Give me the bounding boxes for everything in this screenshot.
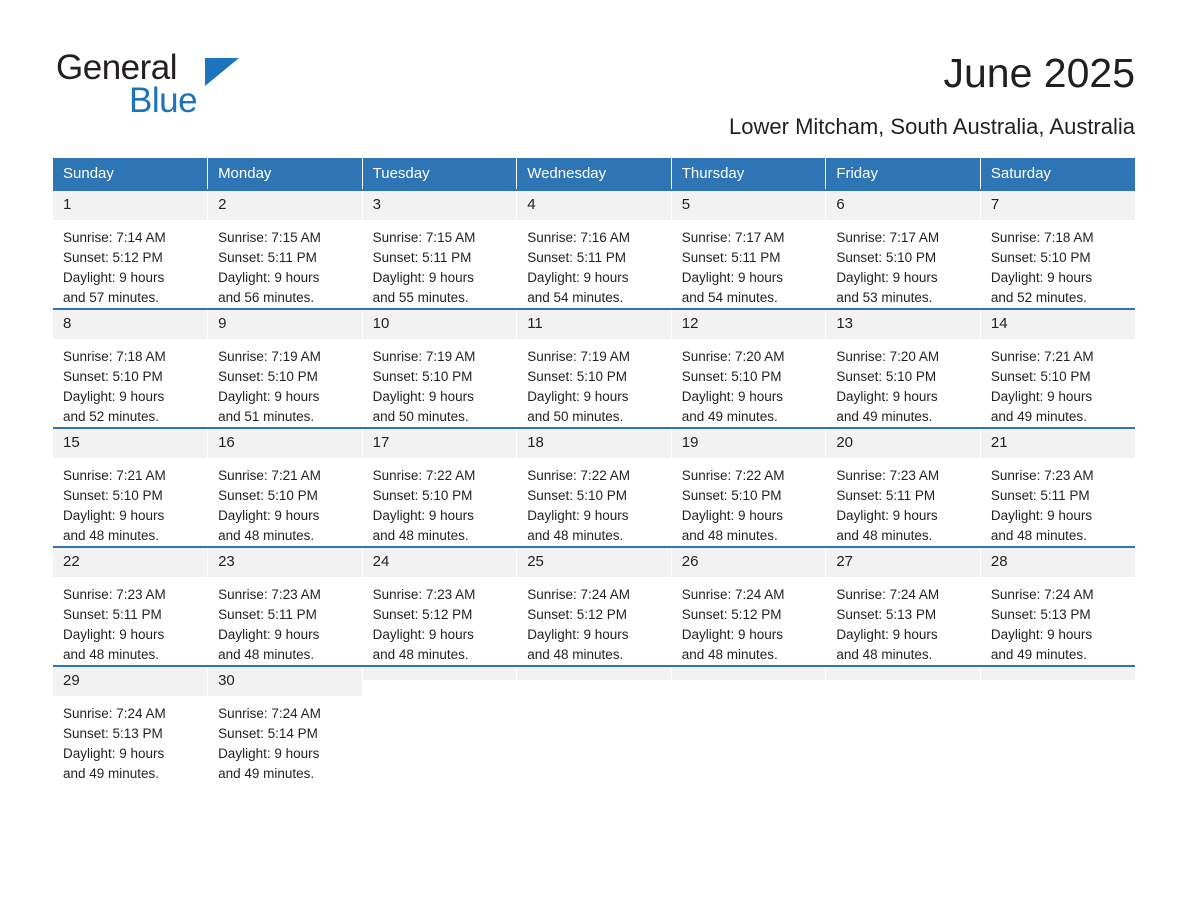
sunrise-time: Sunrise: 7:24 AM — [218, 706, 321, 721]
daylight-duration-line2: and 48 minutes. — [990, 528, 1087, 543]
sunrise-time: Sunrise: 7:20 AM — [681, 349, 785, 364]
daylight-duration-line2: and 49 minutes. — [63, 766, 160, 781]
day-details — [53, 696, 207, 784]
day-number: 16 — [208, 429, 362, 458]
sunset-time: Sunset: 5:11 PM — [218, 607, 317, 622]
sunset-time: Sunset: 5:10 PM — [372, 369, 473, 384]
day-details — [53, 577, 207, 665]
daylight-duration-line1: Daylight: 9 hours — [63, 508, 165, 523]
daylight-duration-line1: Daylight: 9 hours — [836, 389, 938, 404]
sunrise-time: Sunrise: 7:24 AM — [527, 587, 630, 602]
daylight-duration-line2: and 57 minutes. — [63, 290, 160, 305]
sunrise-time: Sunrise: 7:15 AM — [218, 230, 321, 245]
calendar-body — [53, 190, 1135, 784]
daylight-duration-line2: and 48 minutes. — [527, 528, 624, 543]
sunset-time: Sunset: 5:11 PM — [836, 488, 936, 503]
sunset-time: Sunset: 5:12 PM — [681, 607, 782, 622]
daylight-duration-line2: and 55 minutes. — [372, 290, 469, 305]
day-details — [208, 696, 362, 784]
day-number: 2 — [208, 191, 362, 220]
daylight-duration-line1: Daylight: 9 hours — [836, 627, 938, 642]
sunset-time: Sunset: 5:10 PM — [218, 488, 318, 503]
daylight-duration-line2: and 48 minutes. — [63, 647, 160, 662]
day-number: 13 — [826, 310, 980, 339]
sunrise-time: Sunrise: 7:22 AM — [372, 468, 476, 483]
day-details — [826, 577, 980, 665]
day-number: 10 — [363, 310, 517, 339]
sunrise-time: Sunrise: 7:23 AM — [990, 468, 1094, 483]
daylight-duration-line2: and 54 minutes. — [681, 290, 778, 305]
daylight-duration-line2: and 50 minutes. — [527, 409, 624, 424]
daylight-duration-line1: Daylight: 9 hours — [836, 270, 938, 285]
day-details — [517, 220, 671, 308]
day-number: 8 — [53, 310, 207, 339]
day-number: 26 — [672, 548, 826, 577]
calendar-day-cell[interactable] — [980, 547, 1135, 666]
calendar-week-row — [53, 190, 1135, 309]
sunrise-time: Sunrise: 7:21 AM — [63, 468, 166, 483]
daylight-duration-line1: Daylight: 9 hours — [681, 627, 784, 642]
sunset-time: Sunset: 5:13 PM — [836, 607, 937, 622]
daylight-duration-line1: Daylight: 9 hours — [836, 508, 938, 523]
calendar-day-cell-empty — [517, 666, 672, 784]
sunset-time: Sunset: 5:10 PM — [63, 488, 163, 503]
daylight-duration-line2: and 54 minutes. — [527, 290, 624, 305]
day-number: 4 — [517, 191, 671, 220]
page-header — [53, 48, 1135, 148]
day-details — [981, 220, 1135, 308]
daylight-duration-line1: Daylight: 9 hours — [218, 746, 320, 761]
weekday-header-row — [53, 158, 1135, 190]
calendar-day-cell[interactable] — [671, 190, 826, 309]
day-details — [53, 220, 207, 308]
day-number: 25 — [517, 548, 671, 577]
sunset-time: Sunset: 5:11 PM — [681, 250, 781, 265]
day-number: 24 — [363, 548, 517, 577]
daylight-duration-line2: and 48 minutes. — [836, 528, 933, 543]
day-number: 21 — [981, 429, 1135, 458]
daylight-duration-line1: Daylight: 9 hours — [218, 508, 320, 523]
page-title: June 2025 — [943, 50, 1135, 96]
logo-text-blue: Blue — [129, 81, 198, 120]
calendar-week-row — [53, 547, 1135, 666]
daylight-duration-line1: Daylight: 9 hours — [63, 270, 165, 285]
day-number: 29 — [53, 667, 207, 696]
sunset-time: Sunset: 5:10 PM — [527, 369, 627, 384]
daylight-duration-line1: Daylight: 9 hours — [372, 270, 474, 285]
daylight-duration-line1: Daylight: 9 hours — [990, 627, 1093, 642]
daylight-duration-line1: Daylight: 9 hours — [681, 389, 784, 404]
sunset-time: Sunset: 5:10 PM — [990, 369, 1091, 384]
sunrise-time: Sunrise: 7:19 AM — [527, 349, 630, 364]
calendar-day-cell[interactable] — [53, 666, 208, 784]
sunset-time: Sunset: 5:11 PM — [990, 488, 1090, 503]
daylight-duration-line1: Daylight: 9 hours — [63, 389, 165, 404]
day-number: 22 — [53, 548, 207, 577]
calendar-day-cell[interactable] — [362, 309, 517, 428]
sunrise-time: Sunrise: 7:14 AM — [63, 230, 166, 245]
weekday-header-tuesday: Tuesday — [362, 158, 517, 190]
sunset-time: Sunset: 5:10 PM — [836, 250, 937, 265]
daylight-duration-line2: and 51 minutes. — [218, 409, 315, 424]
sunset-time: Sunset: 5:10 PM — [218, 369, 318, 384]
day-number: 28 — [981, 548, 1135, 577]
day-number: 14 — [981, 310, 1135, 339]
sunrise-time: Sunrise: 7:23 AM — [63, 587, 166, 602]
calendar-day-cell[interactable] — [980, 190, 1135, 309]
sunrise-time: Sunrise: 7:21 AM — [990, 349, 1094, 364]
location-subtitle: Lower Mitcham, South Australia, Australia — [729, 114, 1135, 139]
day-details — [826, 458, 980, 546]
daylight-duration-line1: Daylight: 9 hours — [527, 508, 629, 523]
day-details — [826, 220, 980, 308]
sunrise-time: Sunrise: 7:24 AM — [63, 706, 166, 721]
day-details — [208, 458, 362, 546]
calendar-day-cell[interactable] — [208, 190, 363, 309]
daylight-duration-line1: Daylight: 9 hours — [63, 627, 165, 642]
sunrise-time: Sunrise: 7:23 AM — [836, 468, 940, 483]
calendar-week-row — [53, 428, 1135, 547]
calendar-day-cell[interactable] — [826, 547, 981, 666]
sunset-time: Sunset: 5:10 PM — [836, 369, 937, 384]
daylight-duration-line1: Daylight: 9 hours — [681, 508, 784, 523]
daylight-duration-line2: and 48 minutes. — [218, 647, 315, 662]
day-details — [363, 220, 517, 308]
day-details — [672, 458, 826, 546]
calendar-day-cell[interactable] — [362, 547, 517, 666]
calendar-day-cell[interactable] — [208, 309, 363, 428]
daylight-duration-line2: and 48 minutes. — [372, 647, 469, 662]
day-number: 19 — [672, 429, 826, 458]
sunrise-time: Sunrise: 7:24 AM — [990, 587, 1094, 602]
weekday-header-thursday: Thursday — [671, 158, 826, 190]
sunrise-time: Sunrise: 7:16 AM — [527, 230, 630, 245]
day-number: 15 — [53, 429, 207, 458]
day-number: 6 — [826, 191, 980, 220]
day-details — [208, 339, 362, 427]
weekday-header-wednesday: Wednesday — [517, 158, 672, 190]
calendar-day-cell[interactable] — [517, 547, 672, 666]
daylight-duration-line2: and 48 minutes. — [681, 528, 778, 543]
day-number: 9 — [208, 310, 362, 339]
day-number: 11 — [517, 310, 671, 339]
daylight-duration-line1: Daylight: 9 hours — [372, 508, 474, 523]
daylight-duration-line1: Daylight: 9 hours — [527, 389, 629, 404]
daylight-duration-line2: and 49 minutes. — [990, 409, 1087, 424]
day-details — [672, 577, 826, 665]
sunset-time: Sunset: 5:12 PM — [63, 250, 163, 265]
calendar-day-cell[interactable] — [980, 309, 1135, 428]
sunrise-time: Sunrise: 7:19 AM — [372, 349, 476, 364]
daylight-duration-line1: Daylight: 9 hours — [990, 389, 1093, 404]
day-details — [981, 339, 1135, 427]
calendar-day-cell[interactable] — [53, 190, 208, 309]
day-details — [517, 339, 671, 427]
calendar-day-cell-empty — [362, 666, 517, 784]
daylight-duration-line1: Daylight: 9 hours — [218, 389, 320, 404]
sunrise-time: Sunrise: 7:15 AM — [372, 230, 476, 245]
daylight-duration-line1: Daylight: 9 hours — [63, 746, 165, 761]
daylight-duration-line2: and 50 minutes. — [372, 409, 469, 424]
calendar-day-cell[interactable] — [362, 428, 517, 547]
weekday-header-sunday: Sunday — [53, 158, 208, 190]
calendar-day-cell[interactable] — [53, 309, 208, 428]
day-details — [53, 339, 207, 427]
sunset-time: Sunset: 5:10 PM — [527, 488, 627, 503]
sunset-time: Sunset: 5:13 PM — [990, 607, 1091, 622]
calendar-day-cell[interactable] — [826, 309, 981, 428]
day-number — [826, 667, 980, 680]
day-details — [826, 339, 980, 427]
calendar-week-row — [53, 666, 1135, 784]
sunset-time: Sunset: 5:12 PM — [372, 607, 473, 622]
generalblue-logo[interactable] — [53, 48, 353, 118]
calendar-day-cell[interactable] — [53, 428, 208, 547]
calendar-day-cell[interactable] — [980, 428, 1135, 547]
day-number — [981, 667, 1135, 680]
sunset-time: Sunset: 5:12 PM — [527, 607, 627, 622]
calendar-day-cell[interactable] — [671, 428, 826, 547]
day-details — [517, 458, 671, 546]
daylight-duration-line2: and 48 minutes. — [372, 528, 469, 543]
daylight-duration-line1: Daylight: 9 hours — [990, 270, 1093, 285]
sunrise-sunset-calendar — [53, 158, 1135, 784]
day-number: 18 — [517, 429, 671, 458]
calendar-day-cell[interactable] — [208, 428, 363, 547]
sunset-time: Sunset: 5:11 PM — [63, 607, 162, 622]
calendar-day-cell[interactable] — [53, 547, 208, 666]
sunrise-time: Sunrise: 7:22 AM — [681, 468, 785, 483]
daylight-duration-line2: and 48 minutes. — [681, 647, 778, 662]
sunset-time: Sunset: 5:10 PM — [990, 250, 1091, 265]
calendar-day-cell[interactable] — [517, 190, 672, 309]
weekday-header-saturday: Saturday — [980, 158, 1135, 190]
logo-text-general: General — [56, 48, 178, 87]
calendar-day-cell[interactable] — [362, 190, 517, 309]
calendar-day-cell[interactable] — [826, 428, 981, 547]
calendar-day-cell[interactable] — [208, 547, 363, 666]
day-details — [672, 339, 826, 427]
sunrise-time: Sunrise: 7:17 AM — [681, 230, 785, 245]
day-details — [363, 339, 517, 427]
calendar-day-cell[interactable] — [671, 309, 826, 428]
day-number — [672, 667, 826, 680]
sunrise-time: Sunrise: 7:21 AM — [218, 468, 321, 483]
sunset-time: Sunset: 5:11 PM — [527, 250, 626, 265]
daylight-duration-line2: and 49 minutes. — [990, 647, 1087, 662]
sunrise-time: Sunrise: 7:23 AM — [372, 587, 476, 602]
day-number: 1 — [53, 191, 207, 220]
day-number: 20 — [826, 429, 980, 458]
sunset-time: Sunset: 5:13 PM — [63, 726, 163, 741]
sunset-time: Sunset: 5:14 PM — [218, 726, 318, 741]
sunrise-time: Sunrise: 7:19 AM — [218, 349, 321, 364]
calendar-week-row — [53, 309, 1135, 428]
day-number: 27 — [826, 548, 980, 577]
sunset-time: Sunset: 5:10 PM — [681, 488, 782, 503]
daylight-duration-line2: and 49 minutes. — [681, 409, 778, 424]
daylight-duration-line1: Daylight: 9 hours — [527, 627, 629, 642]
day-number — [517, 667, 671, 680]
daylight-duration-line1: Daylight: 9 hours — [372, 389, 474, 404]
daylight-duration-line1: Daylight: 9 hours — [527, 270, 629, 285]
sunrise-time: Sunrise: 7:24 AM — [681, 587, 785, 602]
logo-triangle-icon — [205, 58, 239, 86]
daylight-duration-line2: and 48 minutes. — [63, 528, 160, 543]
weekday-header-friday: Friday — [826, 158, 981, 190]
calendar-day-cell[interactable] — [826, 190, 981, 309]
calendar-day-cell[interactable] — [208, 666, 363, 784]
calendar-day-cell-empty — [980, 666, 1135, 784]
daylight-duration-line2: and 56 minutes. — [218, 290, 315, 305]
daylight-duration-line1: Daylight: 9 hours — [990, 508, 1093, 523]
sunset-time: Sunset: 5:10 PM — [63, 369, 163, 384]
day-details — [981, 458, 1135, 546]
calendar-day-cell[interactable] — [517, 309, 672, 428]
daylight-duration-line2: and 49 minutes. — [218, 766, 315, 781]
day-details — [53, 458, 207, 546]
day-details — [981, 577, 1135, 665]
calendar-day-cell-empty — [671, 666, 826, 784]
daylight-duration-line2: and 52 minutes. — [990, 290, 1087, 305]
day-number: 5 — [672, 191, 826, 220]
day-details — [363, 458, 517, 546]
day-details — [517, 577, 671, 665]
daylight-duration-line2: and 48 minutes. — [218, 528, 315, 543]
day-number: 7 — [981, 191, 1135, 220]
sunrise-time: Sunrise: 7:18 AM — [990, 230, 1094, 245]
day-number: 17 — [363, 429, 517, 458]
sunset-time: Sunset: 5:11 PM — [372, 250, 472, 265]
sunrise-time: Sunrise: 7:17 AM — [836, 230, 940, 245]
daylight-duration-line2: and 52 minutes. — [63, 409, 160, 424]
daylight-duration-line1: Daylight: 9 hours — [681, 270, 784, 285]
day-number: 3 — [363, 191, 517, 220]
day-details — [672, 220, 826, 308]
sunrise-time: Sunrise: 7:22 AM — [527, 468, 630, 483]
daylight-duration-line2: and 49 minutes. — [836, 409, 933, 424]
calendar-day-cell[interactable] — [671, 547, 826, 666]
daylight-duration-line2: and 48 minutes. — [527, 647, 624, 662]
day-number: 23 — [208, 548, 362, 577]
sunset-time: Sunset: 5:11 PM — [218, 250, 317, 265]
day-details — [208, 220, 362, 308]
daylight-duration-line1: Daylight: 9 hours — [218, 627, 320, 642]
day-number — [363, 667, 517, 680]
day-details — [208, 577, 362, 665]
day-details — [363, 577, 517, 665]
calendar-day-cell-empty — [826, 666, 981, 784]
daylight-duration-line1: Daylight: 9 hours — [372, 627, 474, 642]
daylight-duration-line2: and 53 minutes. — [836, 290, 933, 305]
day-number: 30 — [208, 667, 362, 696]
weekday-header-monday: Monday — [208, 158, 363, 190]
daylight-duration-line2: and 48 minutes. — [836, 647, 933, 662]
daylight-duration-line1: Daylight: 9 hours — [218, 270, 320, 285]
sunrise-time: Sunrise: 7:20 AM — [836, 349, 940, 364]
sunrise-time: Sunrise: 7:23 AM — [218, 587, 321, 602]
sunset-time: Sunset: 5:10 PM — [372, 488, 473, 503]
calendar-day-cell[interactable] — [517, 428, 672, 547]
sunrise-time: Sunrise: 7:18 AM — [63, 349, 166, 364]
sunrise-time: Sunrise: 7:24 AM — [836, 587, 940, 602]
sunset-time: Sunset: 5:10 PM — [681, 369, 782, 384]
day-number: 12 — [672, 310, 826, 339]
